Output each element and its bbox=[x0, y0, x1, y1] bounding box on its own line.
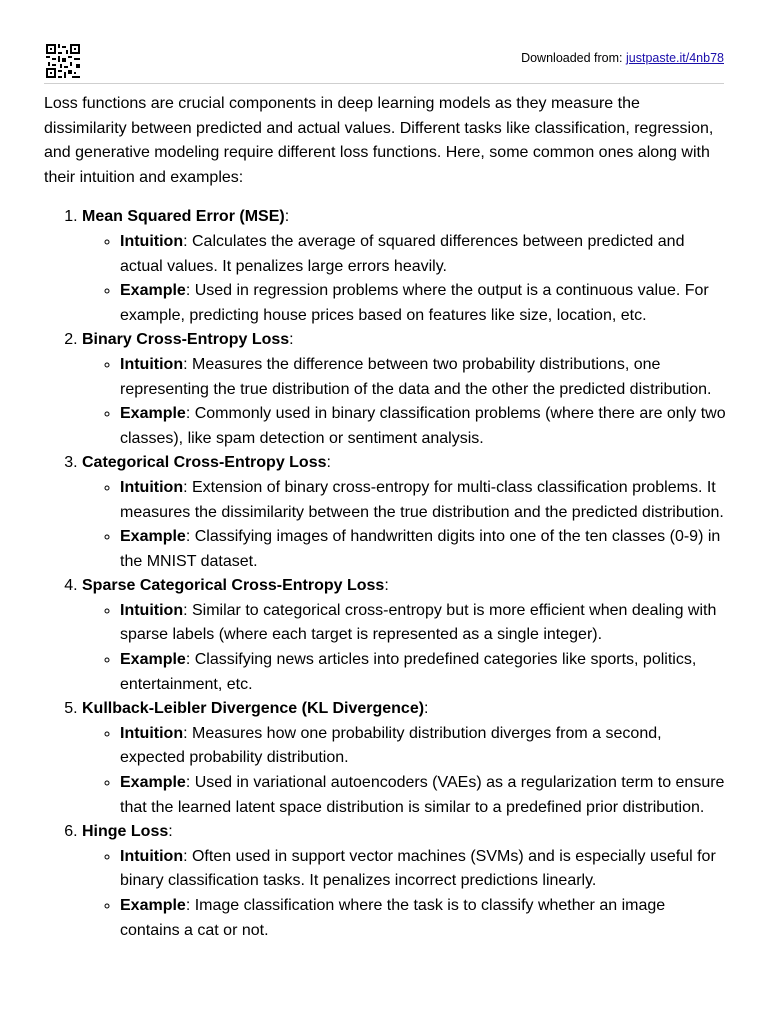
intuition-point bbox=[120, 230, 726, 279]
sub-list bbox=[82, 230, 726, 328]
item-title: Categorical Cross-Entropy Loss bbox=[82, 454, 327, 472]
item-title: Mean Squared Error (MSE) bbox=[82, 208, 285, 226]
item-title: Hinge Loss bbox=[82, 823, 169, 841]
intuition-label: Intuition bbox=[120, 724, 184, 742]
item-title: Sparse Categorical Cross-Entropy Loss bbox=[82, 577, 385, 595]
example-point bbox=[120, 525, 726, 574]
example-point bbox=[120, 402, 726, 451]
example-text: : Classifying images of handwritten digits into one of the ten classes (0-9) in the MNIST dataset. bbox=[120, 528, 721, 570]
intuition-point bbox=[120, 476, 726, 525]
example-label: Example bbox=[120, 405, 186, 423]
example-label: Example bbox=[120, 528, 186, 546]
sub-list bbox=[82, 353, 726, 451]
list-item: 6. Hinge Loss: ◦ Intuition: Often used in support vector machines (SVMs) and is especially useful for binary classification tasks. It penalizes incorrect predictions linearly. ◦ Example: Image classification where the task is to classify whether an image contains a cat or not. bbox=[82, 820, 726, 943]
downloaded-prefix: Downloaded from: bbox=[521, 51, 626, 65]
intuition-label: Intuition bbox=[120, 355, 184, 373]
example-text: : Classifying news articles into predefined categories like sports, politics, entertainment, etc. bbox=[120, 651, 697, 693]
intuition-text: : Often used in support vector machines (SVMs) and is especially useful for binary classification tasks. It penalizes incorrect predictions linearly. bbox=[120, 847, 716, 890]
sub-list bbox=[82, 476, 726, 574]
intro-paragraph: Loss functions are crucial components in deep learning models as they measure the dissimilarity between predicted and actual values. Different tasks like classification, regression, and generative modeling require different loss functions. Here, some common ones along with their intuition and examples: bbox=[44, 95, 714, 186]
item-title: Kullback-Leibler Divergence (KL Divergence) bbox=[82, 700, 425, 718]
intuition-text: : Extension of binary cross-entropy for multi-class classification problems. It measures the dissimilarity between the true distribution and the predicted distribution. bbox=[120, 478, 724, 521]
example-point bbox=[120, 894, 726, 943]
loss-functions-list bbox=[44, 205, 726, 943]
sub-list bbox=[82, 722, 726, 820]
item-title: Binary Cross-Entropy Loss bbox=[82, 331, 290, 349]
source-link[interactable]: justpaste.it/4nb78 bbox=[626, 51, 724, 65]
example-text: : Commonly used in binary classification problems (where there are only two classes), like spam detection or sentiment analysis. bbox=[120, 405, 726, 447]
intuition-text: : Calculates the average of squared differences between predicted and actual values. It penalizes large errors heavily. bbox=[120, 232, 685, 275]
intuition-label: Intuition bbox=[120, 601, 184, 619]
intuition-point bbox=[120, 845, 726, 894]
sub-list bbox=[82, 599, 726, 697]
example-text: : Used in regression problems where the output is a continuous value. For example, predicting house prices based on features like size, location, etc. bbox=[120, 282, 709, 324]
example-text: : Image classification where the task is to classify whether an image contains a cat or not. bbox=[120, 897, 666, 939]
intuition-label: Intuition bbox=[120, 478, 184, 496]
example-label: Example bbox=[120, 897, 186, 914]
example-point bbox=[120, 648, 726, 697]
intuition-label: Intuition bbox=[120, 847, 184, 865]
example-label: Example bbox=[120, 774, 186, 792]
list-item: 5. Kullback-Leibler Divergence (KL Divergence): ◦ Intuition: Measures how one probability distribution diverges from a second, expected probability distribution. ◦ Example: Used in variational autoencoders (VAEs) as a regularization term to ensure that the learned latent space distribution is similar to a predefined prior distribution. bbox=[82, 697, 726, 820]
example-label: Example bbox=[120, 282, 186, 300]
qr-code-icon bbox=[46, 44, 80, 78]
list-item: 1. Mean Squared Error (MSE): ◦ Intuition: Calculates the average of squared differences between predicted and actual values. It penalizes large errors heavily. ◦ Example: Used in regression problems where the output is a continuous value. For example, predicting house prices based on features like size, location, etc. bbox=[82, 205, 726, 328]
intuition-text: : Similar to categorical cross-entropy but is more efficient when dealing with sparse labels (where each target is represented as a single integer). bbox=[120, 601, 717, 644]
downloaded-from-text bbox=[521, 51, 724, 65]
example-point bbox=[120, 279, 726, 328]
document-body bbox=[44, 92, 726, 943]
intuition-point bbox=[120, 353, 726, 402]
intuition-text: : Measures how one probability distribution diverges from a second, expected probability distribution. bbox=[120, 724, 662, 767]
example-text: : Used in variational autoencoders (VAEs) as a regularization term to ensure that the learned latent space distribution is similar to a predefined prior distribution. bbox=[120, 774, 725, 816]
intuition-text: : Measures the difference between two probability distributions, one representing the true distribution of the data and the other the predicted distribution. bbox=[120, 355, 712, 398]
intuition-label: Intuition bbox=[120, 232, 184, 250]
example-point bbox=[120, 771, 726, 820]
header-divider bbox=[44, 83, 724, 84]
example-label: Example bbox=[120, 651, 186, 669]
list-item: 4. Sparse Categorical Cross-Entropy Loss: ◦ Intuition: Similar to categorical cross-entropy but is more efficient when dealing with sparse labels (where each target is represented as a single integer). ◦ Example: Classifying news articles into predefined categories like sports, politics, entertainment, etc. bbox=[82, 574, 726, 697]
intuition-point bbox=[120, 722, 726, 771]
list-item: 2. Binary Cross-Entropy Loss: ◦ Intuition: Measures the difference between two probability distributions, one representing the true distribution of the data and the other the predicted distribution. ◦ Example: Commonly used in binary classification problems (where there are only two classes), like spam detection or sentiment analysis. bbox=[82, 328, 726, 451]
sub-list bbox=[82, 845, 726, 943]
intuition-point bbox=[120, 599, 726, 648]
list-item: 3. Categorical Cross-Entropy Loss: ◦ Intuition: Extension of binary cross-entropy for multi-class classification problems. It measures the dissimilarity between the true distribution and the predicted distribution. ◦ Example: Classifying images of handwritten digits into one of the ten classes (0-9) in the MNIST dataset. bbox=[82, 451, 726, 574]
